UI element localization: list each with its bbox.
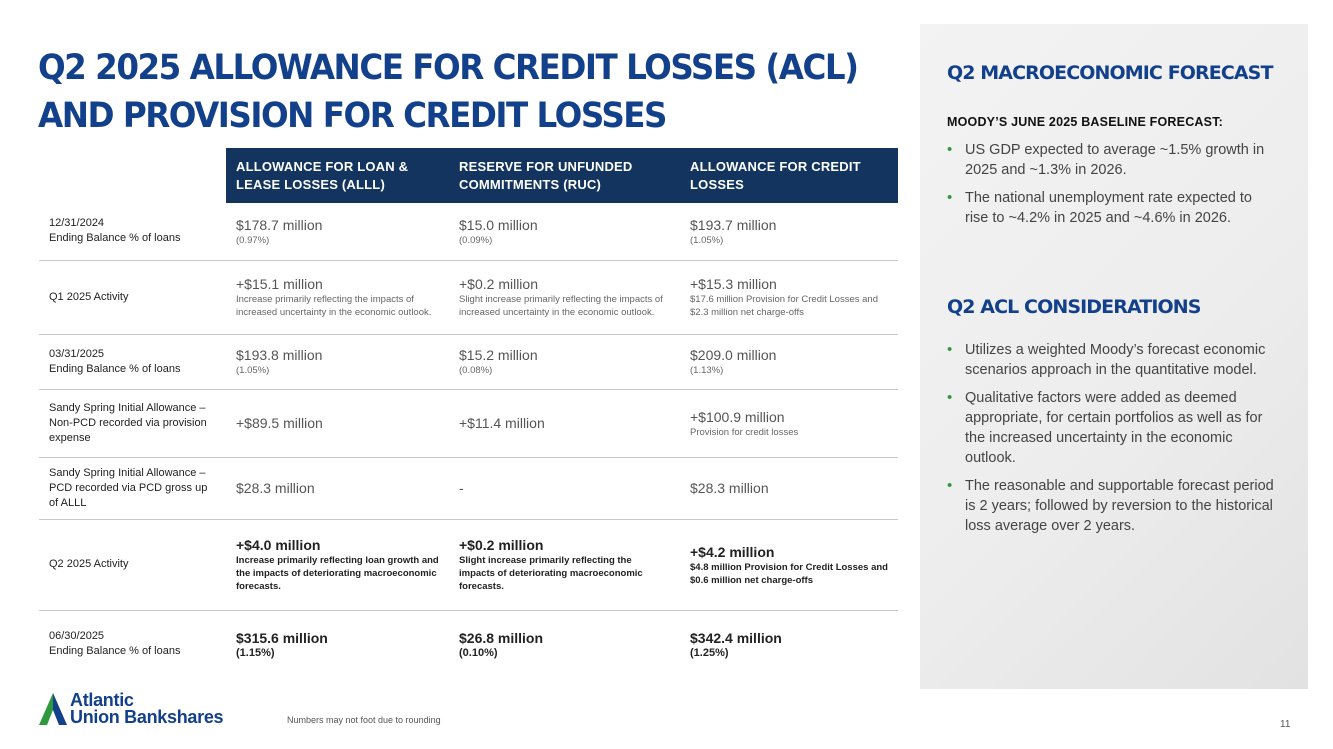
acl-considerations-heading: Q2 ACL CONSIDERATIONS: [947, 296, 1201, 318]
cell-value: $28.3 million: [690, 480, 769, 496]
table-cell: [226, 519, 449, 610]
row-label-line: Ending Balance % of loans: [49, 362, 181, 375]
row-label-line: 03/31/2025: [49, 347, 105, 360]
table-cell: [226, 457, 449, 519]
table-cell: [226, 334, 449, 389]
cell-note: Slight increase primarily reflecting the impacts of increased uncertainty in the economic outlook.: [459, 294, 663, 318]
cell-value: $15.2 million: [459, 347, 538, 363]
table-cell: [680, 389, 898, 457]
cell-note: Provision for credit losses: [690, 426, 799, 438]
row-label-line: Sandy Spring Initial Allowance – PCD recorded via PCD gross up of ALLL: [49, 466, 208, 509]
row-label-line: Q2 2025 Activity: [49, 558, 129, 570]
cell-note: (1.05%): [690, 234, 724, 246]
table-cell: [226, 203, 449, 260]
table-cell: [449, 260, 680, 334]
logo-line-2: Union Bankshares: [70, 707, 224, 727]
row-label-line: Ending Balance % of loans: [49, 232, 181, 245]
row-label: [39, 203, 226, 260]
cell-note: Increase primarily reflecting loan growth and the impacts of deteriorating macroeconomic forecasts.: [236, 555, 439, 592]
table-cell: [449, 389, 680, 457]
table-cell: [680, 203, 898, 260]
table-cell: [680, 334, 898, 389]
table-row: [39, 334, 898, 389]
page-number: 11: [1280, 719, 1291, 730]
cell-value: $342.4 million: [690, 629, 782, 646]
macro-forecast-subheading: MOODY’S JUNE 2025 BASELINE FORECAST:: [947, 115, 1224, 129]
cell-value: $26.8 million: [459, 629, 544, 646]
cell-value: +$0.2 million: [459, 537, 544, 553]
cell-value: $315.6 million: [236, 629, 328, 646]
table-row: [39, 389, 898, 457]
cell-value: +$0.2 million: [459, 276, 538, 292]
table-cell: [449, 519, 680, 610]
title-line-1: Q2 2025 ALLOWANCE FOR CREDIT LOSSES (ACL): [38, 48, 858, 88]
row-label: [39, 610, 226, 678]
row-label-line: Sandy Spring Initial Allowance – Non-PCD recorded via provision expense: [49, 401, 207, 444]
table-cell: [449, 610, 680, 678]
table-cell: [449, 203, 680, 260]
cell-note: (1.15%): [236, 646, 275, 659]
table-cell: [226, 260, 449, 334]
table-cell: [449, 457, 680, 519]
row-label: [39, 457, 226, 519]
table-row: [39, 260, 898, 334]
table-header-blank: [39, 148, 226, 203]
list-item: • US GDP expected to average ~1.5% growth in 2025 and ~1.3% in 2026.: [947, 140, 1277, 180]
cell-note: Slight increase primarily reflecting the impacts of deteriorating macroeconomic forecasts.: [459, 555, 643, 592]
list-item: • The national unemployment rate expected to rise to ~4.2% in 2025 and ~4.6% in 2026.: [947, 188, 1277, 228]
cell-value: +$100.9 million: [690, 408, 785, 425]
row-label: [39, 519, 226, 610]
table-header-ruc: RESERVE FOR UNFUNDED COMMITMENTS (RUC): [449, 148, 680, 203]
logo-mark-icon: [38, 690, 68, 728]
cell-note: (1.25%): [690, 646, 729, 659]
table-row: [39, 203, 898, 260]
cell-note: (1.05%): [236, 365, 270, 376]
table-row: [39, 457, 898, 519]
table-header-alll: ALLOWANCE FOR LOAN & LEASE LOSSES (ALLL): [226, 148, 449, 203]
table-row: [39, 519, 898, 610]
table-cell: [449, 334, 680, 389]
cell-note: (0.10%): [459, 646, 498, 659]
cell-value: $15.0 million: [459, 216, 538, 233]
cell-value: +$89.5 million: [236, 415, 323, 431]
table-header-row: [39, 148, 898, 203]
list-item: • Qualitative factors were added as deemed appropriate, for certain portfolios as well as for the increased uncertainty in the economic outlook.: [947, 388, 1277, 468]
cell-value: +$15.3 million: [690, 276, 777, 292]
cell-note: (0.97%): [236, 234, 270, 246]
table-cell: [680, 457, 898, 519]
table-header-acl: ALLOWANCE FOR CREDIT LOSSES: [680, 148, 898, 203]
list-item: • The reasonable and supportable forecast period is 2 years; followed by reversion to the historical loss average over 2 years.: [947, 476, 1277, 536]
row-label-line: 12/31/2024: [49, 217, 105, 230]
row-label-line: 06/30/2025: [49, 630, 105, 643]
row-label: [39, 334, 226, 389]
table-cell: [226, 610, 449, 678]
row-label-line: Q1 2025 Activity: [49, 290, 129, 303]
macro-forecast-heading: Q2 MACROECONOMIC FORECAST: [947, 62, 1273, 84]
list-item: • Utilizes a weighted Moody’s forecast economic scenarios approach in the quantitative model.: [947, 340, 1277, 380]
cell-value: $193.8 million: [236, 347, 323, 363]
cell-note: Increase primarily reflecting the impacts of increased uncertainty in the economic outlook.: [236, 294, 432, 318]
cell-value: +$4.2 million: [690, 543, 775, 560]
cell-value: $193.7 million: [690, 216, 777, 233]
row-label-line: Ending Balance % of loans: [49, 645, 181, 658]
company-logo: [38, 690, 223, 728]
row-label: [39, 260, 226, 334]
cell-value: $28.3 million: [236, 480, 315, 496]
row-label: [39, 389, 226, 457]
cell-note: (0.09%): [459, 234, 493, 246]
cell-value: +$4.0 million: [236, 537, 321, 553]
acl-table: [39, 148, 898, 678]
footnote: Numbers may not foot due to rounding: [287, 715, 441, 725]
side-panel: [920, 24, 1308, 689]
cell-value: +$11.4 million: [459, 415, 545, 431]
table-cell: [680, 260, 898, 334]
cell-note: (1.13%): [690, 365, 724, 376]
page-title: [38, 44, 858, 140]
table-row: [39, 610, 898, 678]
cell-value: $178.7 million: [236, 216, 323, 233]
acl-considerations-list: [947, 340, 1277, 544]
cell-note: $4.8 million Provision for Credit Losses and $0.6 million net charge-offs: [690, 561, 888, 586]
cell-note: $17.6 million Provision for Credit Losses and $2.3 million net charge-offs: [690, 294, 878, 318]
cell-note: (0.08%): [459, 365, 493, 376]
table-cell: [226, 389, 449, 457]
table-cell: [680, 610, 898, 678]
cell-value: $209.0 million: [690, 347, 777, 363]
table-cell: [680, 519, 898, 610]
logo-line-1: Atlantic: [70, 690, 134, 710]
title-line-2: AND PROVISION FOR CREDIT LOSSES: [38, 96, 666, 136]
cell-value: -: [459, 480, 464, 496]
macro-forecast-list: [947, 140, 1277, 236]
cell-value: +$15.1 million: [236, 276, 323, 292]
